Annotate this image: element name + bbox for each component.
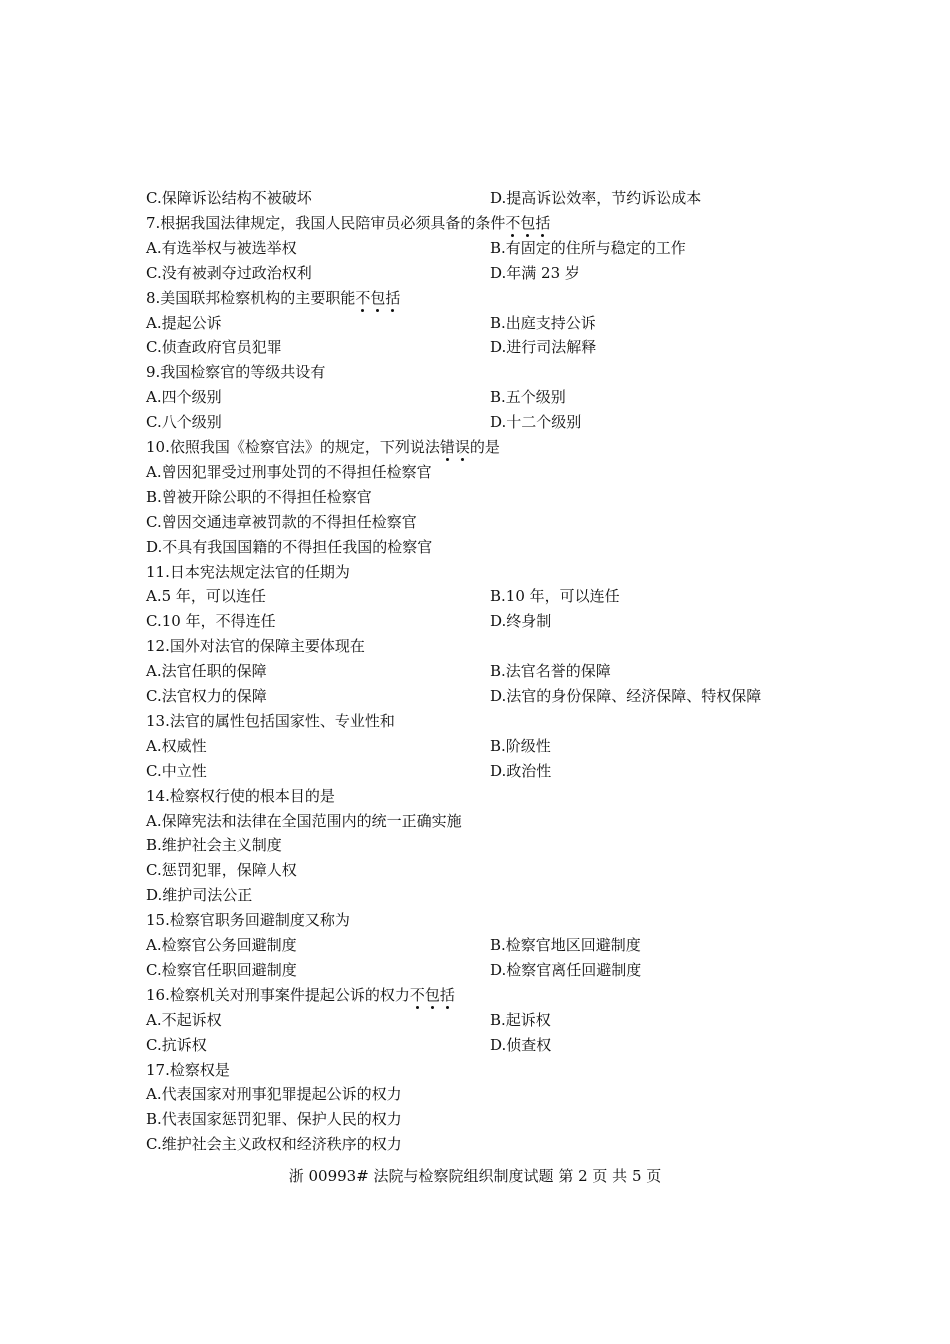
line-text: D.维护司法公正 <box>146 886 253 905</box>
option-right: D.年满 23 岁 <box>490 263 580 282</box>
option-right: D.政治性 <box>490 761 552 780</box>
line-text: A.法官任职的保障 <box>146 662 267 681</box>
line-text: 16.检察机关对刑事案件提起公诉的权力 <box>146 985 410 1004</box>
option-right: B.检察官地区回避制度 <box>490 936 641 954</box>
option-right: B.出庭支持公诉 <box>490 313 596 332</box>
exam-line <box>146 1035 207 1055</box>
exam-line <box>146 387 222 407</box>
exam-line <box>146 437 500 457</box>
option-right: B.起诉权 <box>490 1010 551 1029</box>
line-text: 9.我国检察官的等级共设有 <box>146 363 326 382</box>
option-right: B.五个级别 <box>490 388 566 407</box>
line-text: A.权威性 <box>146 736 207 755</box>
exam-line <box>146 711 395 731</box>
exam-line <box>146 935 297 955</box>
exam-line <box>146 686 267 706</box>
line-text: A.四个级别 <box>146 388 222 407</box>
option-right: B.10 年，可以连任 <box>490 587 620 606</box>
option-right: B.阶级性 <box>490 736 551 755</box>
line-text: C.检察官任职回避制度 <box>146 960 297 979</box>
line-text: C.侦查政府官员犯罪 <box>146 338 282 357</box>
exam-line <box>146 860 297 880</box>
emphasis-char: 括 <box>385 288 401 307</box>
exam-line <box>146 1109 402 1129</box>
page-footer: 浙 00993# 法院与检察院组织制度试题 第 2 页 共 5 页 <box>288 1167 662 1185</box>
emphasis-char: 包 <box>424 985 440 1004</box>
exam-line <box>146 337 282 357</box>
line-text-tail: 的是 <box>469 438 500 456</box>
line-text: C.中立性 <box>146 761 207 780</box>
exam-line <box>146 985 455 1005</box>
exam-line <box>146 263 312 283</box>
line-text: C.八个级别 <box>146 413 222 432</box>
emphasis-char: 括 <box>439 985 455 1004</box>
line-text: 13.法官的属性包括国家性、专业性和 <box>146 711 395 730</box>
exam-line <box>146 1134 402 1154</box>
exam-line <box>146 1060 230 1080</box>
exam-line <box>146 512 417 532</box>
exam-line <box>146 362 325 382</box>
line-text: A.提起公诉 <box>146 313 222 332</box>
line-text: A.不起诉权 <box>146 1010 222 1029</box>
exam-line <box>146 586 266 606</box>
line-text: 15.检察官职务回避制度又称为 <box>146 911 350 930</box>
line-text: 17.检察权是 <box>146 1060 230 1079</box>
exam-line <box>146 835 282 855</box>
exam-line <box>146 537 432 557</box>
exam-line <box>146 910 350 930</box>
emphasis-char: 不 <box>409 985 425 1004</box>
option-right: D.法官的身份保障、经济保障、特权保障 <box>490 687 762 705</box>
emphasis-char: 不 <box>505 213 521 232</box>
line-text: 8.美国联邦检察机构的主要职能 <box>146 288 356 307</box>
line-text: A.曾因犯罪受过刑事处罚的不得担任检察官 <box>146 462 432 481</box>
option-right: D.进行司法解释 <box>490 338 597 357</box>
option-right: D.侦查权 <box>490 1035 552 1054</box>
line-text: A.检察官公务回避制度 <box>146 936 297 954</box>
emphasis-char: 错 <box>439 438 455 456</box>
option-right: D.检察官离任回避制度 <box>490 960 642 979</box>
exam-line <box>146 412 222 432</box>
emphasis-char: 括 <box>535 213 551 232</box>
option-right: D.提高诉讼效率，节约诉讼成本 <box>490 189 702 207</box>
emphasis-char: 包 <box>520 213 536 232</box>
exam-line <box>146 811 462 831</box>
option-right: D.终身制 <box>490 612 552 631</box>
line-text: C.维护社会主义政权和经济秩序的权力 <box>146 1135 402 1154</box>
emphasis-char: 不 <box>355 288 371 307</box>
line-text: A.有选举权与被选举权 <box>146 238 297 257</box>
exam-line <box>146 786 335 806</box>
line-text: 14.检察权行使的根本目的是 <box>146 786 335 805</box>
exam-line <box>146 313 222 333</box>
exam-line <box>146 636 365 656</box>
line-text: C.抗诉权 <box>146 1035 207 1054</box>
line-text: 7.根据我国法律规定，我国人民陪审员必须具备的条件 <box>146 213 506 232</box>
exam-line <box>146 188 312 208</box>
line-text: D.不具有我国国籍的不得担任我国的检察官 <box>146 537 433 556</box>
exam-line <box>146 213 550 233</box>
line-text: A.保障宪法和法律在全国范围内的统一正确实施 <box>146 811 462 830</box>
exam-line <box>146 885 252 905</box>
exam-line <box>146 611 276 631</box>
line-text: C.10 年，不得连任 <box>146 612 276 631</box>
line-text: C.惩罚犯罪，保障人权 <box>146 861 297 880</box>
exam-line <box>146 238 297 258</box>
line-text: A.代表国家对刑事犯罪提起公诉的权力 <box>146 1085 402 1104</box>
line-text: A.5 年，可以连任 <box>146 587 266 606</box>
exam-line <box>146 462 432 482</box>
exam-line <box>146 736 207 756</box>
emphasis-char: 包 <box>370 288 386 307</box>
line-text: B.曾被开除公职的不得担任检察官 <box>146 487 372 506</box>
exam-line <box>146 487 372 507</box>
option-right: B.法官名誉的保障 <box>490 662 611 681</box>
option-right: B.有固定的住所与稳定的工作 <box>490 238 686 257</box>
exam-line <box>146 661 267 681</box>
line-text: 12.国外对法官的保障主要体现在 <box>146 637 365 656</box>
line-text: C.没有被剥夺过政治权利 <box>146 263 312 282</box>
exam-line <box>146 960 297 980</box>
exam-line <box>146 562 350 582</box>
line-text: B.维护社会主义制度 <box>146 836 282 855</box>
exam-line <box>146 1010 222 1030</box>
line-text: 11.日本宪法规定法官的任期为 <box>146 562 350 581</box>
option-right: D.十二个级别 <box>490 413 582 432</box>
exam-line <box>146 761 207 781</box>
line-text: B.代表国家惩罚犯罪、保护人民的权力 <box>146 1110 402 1129</box>
emphasis-char: 误 <box>454 438 470 456</box>
line-text: 10.依照我国《检察官法》的规定，下列说法 <box>146 438 440 456</box>
line-text: C.保障诉讼结构不被破坏 <box>146 189 312 207</box>
line-text: C.曾因交通违章被罚款的不得担任检察官 <box>146 512 417 531</box>
exam-line <box>146 1084 402 1104</box>
exam-line <box>146 288 400 308</box>
line-text: C.法官权力的保障 <box>146 687 267 705</box>
